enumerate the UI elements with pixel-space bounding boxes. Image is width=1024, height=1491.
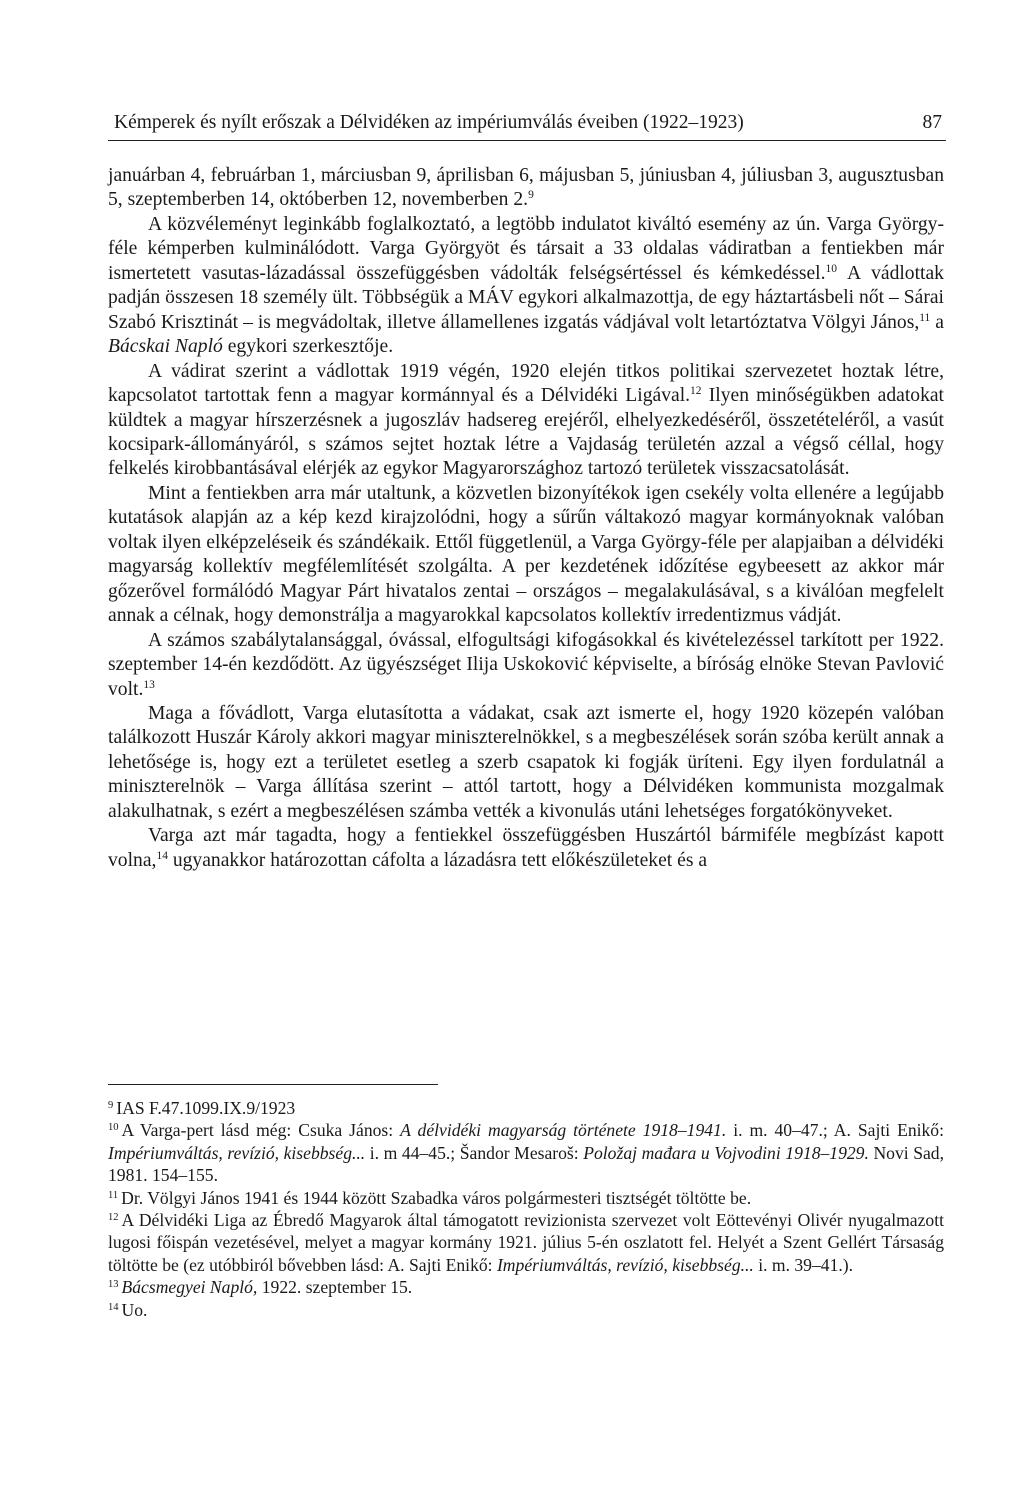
footnote-separator (108, 1084, 438, 1085)
footnote-ref[interactable]: 14 (156, 849, 168, 862)
footnote-ref[interactable]: 10 (825, 262, 837, 275)
footnote-ref[interactable]: 13 (143, 678, 155, 691)
paragraph: Maga a fővádlott, Varga elutasította a vádakat, csak azt ismerte el, hogy 1920 közepén valóban találkozott Huszár Károly akkori magyar miniszterelnökkel, s a megbeszélések során szóba került annak a lehetősége is, hogy ezt a területet esetleg a szerb csapatok ki fogják üríteni. Egy ilyen fordulatnál a miniszterelnök – Varga állítása szerint – attól tartott, hogy a Délvidéken kommunista mozgalmak alakulhatnak, s ezért a megbeszélésen számba vették a kivonulás utáni lehetséges forgatókönyveket. (108, 702, 944, 822)
footnote: $^{10}$ A Varga-pert lásd még: Csuka János: A délvidéki magyarság története 1918–1941. i. m. 40–47.; A. Sajti Enikő: Impériumváltás, revízió, kisebbség... i. m 44–45.; Šandor Mesaroš: Položaj mađara u Vojvodini 1918–1929. Novi Sad, 1981. 154–155. (108, 1120, 944, 1186)
paragraph: Varga azt már tagadta, hogy a fentiekkel összefüggésben Huszártól bármiféle megbízást kapott volna,$^{14}$ ugyanakkor határozottan cáfolta a lázadásra tett előkészületeket és a (108, 825, 944, 871)
page-number: 87 (922, 112, 942, 133)
main-text (108, 164, 944, 873)
paragraph: A közvéleményt leginkább foglalkoztató, a legtöbb indulatot kiváltó esemény az ún. Varga György-féle kémperben kulminálódott. Varga Györgyöt és társait a 33 oldalas vádiratban a fentiekben már ismertetett vasutas-lázadással összefüggésben vádolták felségsértéssel és kémkedéssel.$^{10}$ A vádlottak padján összesen 18 személy ült. Többségük a MÁV egykori alkalmazottja, de egy háztartásbeli nőt – Sárai Szabó Krisztinát – is megvádoltak, illetve államellenes izgatás vádjával volt letartóztatva Völgyi János,$^{11}$ a Bácskai Napló egykori szerkesztője. (108, 213, 944, 358)
footnote-ref[interactable]: 11 (919, 311, 931, 324)
footnote: $^{11}$ Dr. Völgyi János 1941 és 1944 között Szabadka város polgármesteri tisztségét töltötte be. (108, 1187, 752, 1208)
paragraph: Mint a fentiekben arra már utaltunk, a közvetlen bizonyítékok igen csekély volta ellenére a legújabb kutatások alapján az a kép kezd kirajzolódni, hogy a sűrűn váltakozó magyar kormányoknak valóban voltak ilyen elképzeléseik és szándékaik. Ettől függetlenül, a Varga György-féle per alapjaiban a délvidéki magyarság kollektív megfélemlítését szolgálta. A per kezdetének időzítése egybeesett az akkor már gőzerővel formálódó Magyar Párt hivatalos zentai – országos – megalakulásával, s a kiválóan megfelelt annak a célnak, hogy demonstrálja a magyarokkal kapcsolatos kollektív irredentizmus vádját. (108, 482, 944, 627)
paragraph: A vádirat szerint a vádlottak 1919 végén, 1920 elején titkos politikai szervezetet hoztak létre, kapcsolatot tartottak fenn a magyar kormánnyal és a Délvidéki Ligával.$^{12}$ Ilyen minőségükben adatokat küldtek a magyar hírszerzésnek a jugoszláv hadsereg erejéről, elhelyezkedéséről, összetételéről, a vasút kocsipark-állományáról, s számos sejtet hoztak létre a Vajdaság területén azzal a végső céllal, hogy felkelés kirobbantásával elérjék az egykor Magyarországhoz tartozó területek visszacsatolását. (108, 360, 945, 480)
footnotes (108, 1097, 944, 1321)
footnote: $^{13}$ Bácsmegyei Napló, 1922. szeptember 15. (108, 1277, 413, 1298)
paragraph: januárban 4, februárban 1, márciusban 9, áprilisban 6, májusban 5, júniusban 4, júliusban 3, augusztusban 5, szeptemberben 14, októberben 12, novemberben 2.$^9$ (108, 165, 944, 211)
footnote: $^{14}$ Uo. (108, 1299, 148, 1320)
footnote: $^9$ IAS F.47.1099.IX.9/1923 (108, 1098, 296, 1118)
running-header (108, 106, 946, 141)
footnote-ref[interactable]: 12 (690, 385, 702, 398)
footnote-ref[interactable]: 9 (528, 189, 534, 202)
running-header-title: Kémperek és nyílt erőszak a Délvidéken az impériumválás éveiben (1922–1923) (114, 112, 744, 133)
footnote: $^{12}$ A Délvidéki Liga az Ébredő Magyarok által támogatott revizionista szervezet volt Eöttevényi Olivér nyugalmazott lugosi főispán vezetésével, melyet a magyar kormány 1921. július 5-én oszlatott fel. Helyét a Szent Gellért Társaság töltötte be (ez utóbbiról bővebben lásd: A. Sajti Enikő: Impériumváltás, revízió, kisebbség... i. m. 39–41.). (108, 1210, 944, 1275)
paragraph: A számos szabálytalansággal, óvással, elfogultsági kifogásokkal és kivételezéssel tarkított per 1922. szeptember 14-én kezdődött. Az ügyészséget Ilija Uskoković képviselte, a bíróság elnöke Stevan Pavlović volt.$^{13}$ (108, 629, 944, 700)
